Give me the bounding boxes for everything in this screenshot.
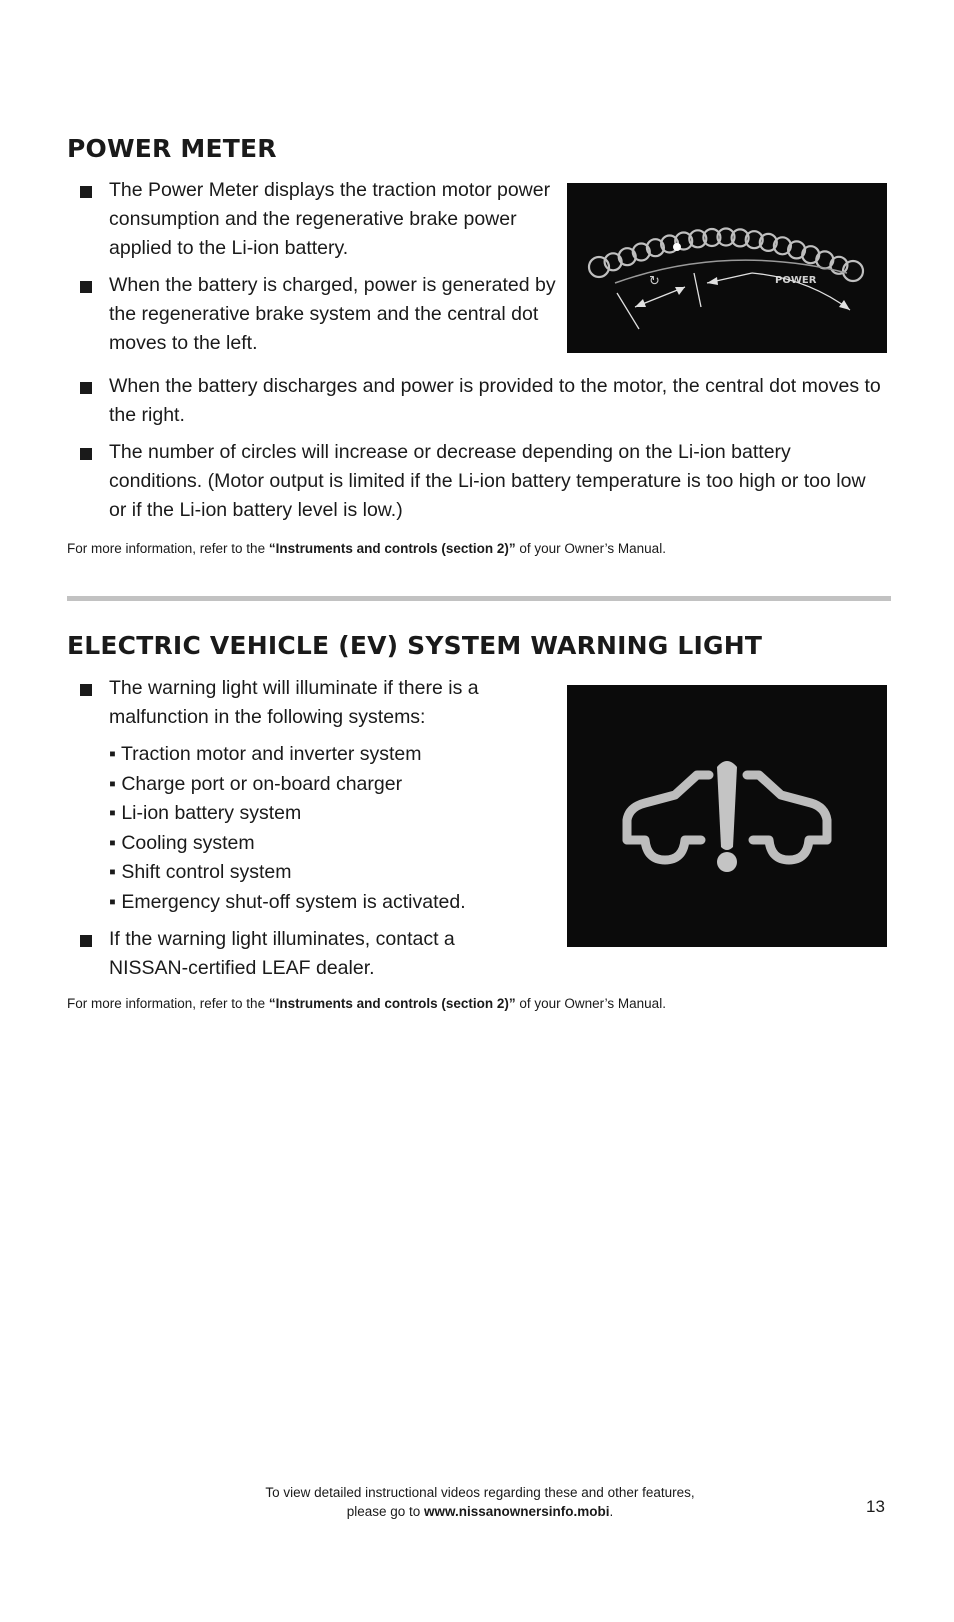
footer-line-1: To view detailed instructional videos regarding these and other features,: [265, 1485, 695, 1500]
ev-warning-heading: ELECTRIC VEHICLE (EV) SYSTEM WARNING LIGHT: [67, 631, 763, 660]
system-item: ▪ Emergency shut-off system is activated.: [109, 890, 466, 913]
footer-line-2: please go to www.nissanownersinfo.mobi.: [346, 1504, 614, 1519]
list-item: If the warning light illuminates, contact a NISSAN-certified LEAF dealer.: [67, 925, 537, 983]
ev-warning-icon: [567, 685, 887, 947]
system-item: ▪ Charge port or on-board charger: [109, 772, 403, 795]
section-divider: [67, 596, 891, 601]
list-item: When the battery discharges and power is provided to the motor, the central dot moves to the right.: [67, 372, 887, 430]
power-label: POWER: [775, 275, 817, 286]
power-meter-list-wide: [67, 372, 887, 525]
power-meter-list-narrow: [67, 176, 557, 358]
power-meter-reference: For more information, refer to the “Instruments and controls (section 2)” of your Owner’s Manual.: [67, 541, 666, 556]
system-item: ▪ Cooling system: [109, 831, 255, 854]
page-footer: [180, 1483, 780, 1521]
list-item: When the battery is charged, power is generated by the regenerative brake system and the central dot moves to the left.: [67, 271, 557, 358]
website-link[interactable]: www.nissanownersinfo.mobi: [424, 1504, 610, 1519]
power-meter-image: [567, 183, 887, 353]
power-meter-gauge-graphic: [567, 183, 887, 353]
ev-warning-list: [67, 674, 537, 983]
system-item: ▪ Li-ion battery system: [109, 802, 302, 824]
system-item: ▪ Traction motor and inverter system: [109, 743, 422, 765]
system-item: ▪ Shift control system: [109, 861, 292, 883]
power-meter-heading: POWER METER: [67, 134, 277, 163]
list-item: The Power Meter displays the traction motor power consumption and the regenerative brake power applied to the Li-ion battery.: [67, 176, 557, 263]
list-item: The number of circles will increase or decrease depending on the Li-ion battery conditions. (Motor output is limited if the Li-ion battery temperature is too high or too low or if the Li-ion battery level is low.): [67, 438, 887, 525]
svg-text:↻: ↻: [649, 274, 660, 289]
ev-warning-light-image: [567, 685, 887, 947]
ev-warning-reference: For more information, refer to the “Instruments and controls (section 2)” of your Owner’s Manual.: [67, 996, 666, 1011]
page-number: 13: [866, 1497, 885, 1516]
list-item: The warning light will illuminate if there is a malfunction in the following systems:: [67, 674, 537, 732]
